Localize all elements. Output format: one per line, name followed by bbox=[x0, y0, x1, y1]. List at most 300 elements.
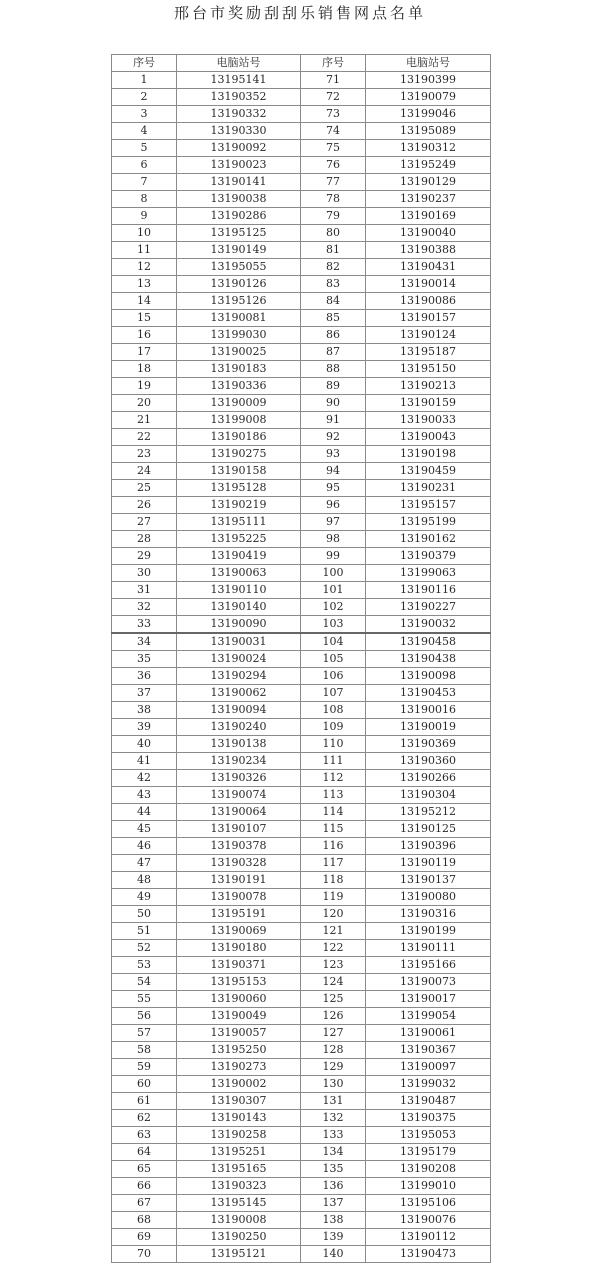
cell-station-right: 13190169 bbox=[366, 208, 491, 225]
cell-serial-left: 67 bbox=[112, 1195, 177, 1212]
cell-serial-right: 82 bbox=[301, 259, 366, 276]
cell-serial-left: 45 bbox=[112, 821, 177, 838]
cell-station-right: 13190369 bbox=[366, 736, 491, 753]
cell-serial-left: 51 bbox=[112, 923, 177, 940]
table-row bbox=[112, 514, 491, 531]
cell-station-left: 13190273 bbox=[177, 1059, 301, 1076]
cell-serial-right: 74 bbox=[301, 123, 366, 140]
cell-station-right: 13190367 bbox=[366, 1042, 491, 1059]
table-row bbox=[112, 1178, 491, 1195]
cell-station-right: 13190137 bbox=[366, 872, 491, 889]
cell-station-right: 13190061 bbox=[366, 1025, 491, 1042]
cell-serial-left: 59 bbox=[112, 1059, 177, 1076]
cell-serial-left: 22 bbox=[112, 429, 177, 446]
cell-station-right: 13190379 bbox=[366, 548, 491, 565]
cell-serial-right: 122 bbox=[301, 940, 366, 957]
cell-serial-right: 121 bbox=[301, 923, 366, 940]
cell-station-left: 13195250 bbox=[177, 1042, 301, 1059]
cell-serial-left: 16 bbox=[112, 327, 177, 344]
cell-serial-right: 113 bbox=[301, 787, 366, 804]
cell-station-right: 13190487 bbox=[366, 1093, 491, 1110]
cell-station-right: 13190043 bbox=[366, 429, 491, 446]
cell-serial-left: 40 bbox=[112, 736, 177, 753]
cell-station-right: 13190079 bbox=[366, 89, 491, 106]
cell-station-left: 13190090 bbox=[177, 616, 301, 634]
cell-serial-right: 107 bbox=[301, 685, 366, 702]
cell-station-right: 13195106 bbox=[366, 1195, 491, 1212]
cell-serial-left: 21 bbox=[112, 412, 177, 429]
cell-station-right: 13199063 bbox=[366, 565, 491, 582]
table-row bbox=[112, 633, 491, 651]
table-row bbox=[112, 736, 491, 753]
table-row bbox=[112, 395, 491, 412]
cell-station-right: 13190098 bbox=[366, 668, 491, 685]
cell-serial-left: 42 bbox=[112, 770, 177, 787]
cell-station-right: 13190033 bbox=[366, 412, 491, 429]
table-row bbox=[112, 446, 491, 463]
table-row bbox=[112, 123, 491, 140]
cell-station-right: 13190016 bbox=[366, 702, 491, 719]
cell-station-right: 13190157 bbox=[366, 310, 491, 327]
cell-serial-left: 56 bbox=[112, 1008, 177, 1025]
cell-serial-right: 83 bbox=[301, 276, 366, 293]
cell-serial-left: 35 bbox=[112, 651, 177, 668]
cell-station-right: 13190388 bbox=[366, 242, 491, 259]
cell-serial-left: 12 bbox=[112, 259, 177, 276]
cell-station-left: 13190275 bbox=[177, 446, 301, 463]
cell-station-left: 13190330 bbox=[177, 123, 301, 140]
cell-serial-left: 30 bbox=[112, 565, 177, 582]
cell-serial-right: 109 bbox=[301, 719, 366, 736]
cell-station-right: 13199032 bbox=[366, 1076, 491, 1093]
cell-station-left: 13190078 bbox=[177, 889, 301, 906]
cell-serial-left: 13 bbox=[112, 276, 177, 293]
cell-serial-right: 132 bbox=[301, 1110, 366, 1127]
cell-serial-left: 1 bbox=[112, 72, 177, 89]
cell-serial-right: 105 bbox=[301, 651, 366, 668]
table-row bbox=[112, 974, 491, 991]
cell-station-left: 13190094 bbox=[177, 702, 301, 719]
table-row bbox=[112, 1127, 491, 1144]
cell-serial-right: 112 bbox=[301, 770, 366, 787]
cell-station-right: 13190124 bbox=[366, 327, 491, 344]
table-row bbox=[112, 1110, 491, 1127]
cell-station-right: 13190396 bbox=[366, 838, 491, 855]
table-row bbox=[112, 225, 491, 242]
cell-serial-left: 14 bbox=[112, 293, 177, 310]
cell-serial-right: 101 bbox=[301, 582, 366, 599]
cell-serial-right: 71 bbox=[301, 72, 366, 89]
cell-serial-right: 127 bbox=[301, 1025, 366, 1042]
cell-station-right: 13190227 bbox=[366, 599, 491, 616]
cell-serial-right: 87 bbox=[301, 344, 366, 361]
cell-serial-right: 73 bbox=[301, 106, 366, 123]
table-row bbox=[112, 497, 491, 514]
cell-station-left: 13195165 bbox=[177, 1161, 301, 1178]
cell-serial-right: 80 bbox=[301, 225, 366, 242]
cell-station-right: 13190119 bbox=[366, 855, 491, 872]
cell-serial-right: 81 bbox=[301, 242, 366, 259]
cell-station-right: 13190125 bbox=[366, 821, 491, 838]
cell-station-right: 13190086 bbox=[366, 293, 491, 310]
table-row bbox=[112, 889, 491, 906]
cell-serial-left: 2 bbox=[112, 89, 177, 106]
cell-station-left: 13190074 bbox=[177, 787, 301, 804]
cell-serial-right: 108 bbox=[301, 702, 366, 719]
cell-station-right: 13195187 bbox=[366, 344, 491, 361]
cell-serial-left: 61 bbox=[112, 1093, 177, 1110]
cell-station-left: 13195121 bbox=[177, 1246, 301, 1263]
cell-serial-right: 139 bbox=[301, 1229, 366, 1246]
cell-station-right: 13190399 bbox=[366, 72, 491, 89]
cell-station-left: 13190023 bbox=[177, 157, 301, 174]
cell-serial-left: 69 bbox=[112, 1229, 177, 1246]
table-row bbox=[112, 106, 491, 123]
cell-station-left: 13195225 bbox=[177, 531, 301, 548]
cell-serial-left: 58 bbox=[112, 1042, 177, 1059]
table-row bbox=[112, 1008, 491, 1025]
cell-serial-right: 90 bbox=[301, 395, 366, 412]
table-row bbox=[112, 1229, 491, 1246]
cell-station-left: 13195111 bbox=[177, 514, 301, 531]
table-row bbox=[112, 1195, 491, 1212]
table-row bbox=[112, 855, 491, 872]
cell-station-right: 13190473 bbox=[366, 1246, 491, 1263]
cell-serial-right: 126 bbox=[301, 1008, 366, 1025]
cell-station-left: 13199008 bbox=[177, 412, 301, 429]
cell-station-left: 13190024 bbox=[177, 651, 301, 668]
cell-serial-right: 88 bbox=[301, 361, 366, 378]
cell-station-right: 13190159 bbox=[366, 395, 491, 412]
table-row bbox=[112, 72, 491, 89]
table-row bbox=[112, 89, 491, 106]
cell-station-right: 13190073 bbox=[366, 974, 491, 991]
cell-station-left: 13195153 bbox=[177, 974, 301, 991]
table-row bbox=[112, 1144, 491, 1161]
cell-station-left: 13190186 bbox=[177, 429, 301, 446]
table-row bbox=[112, 378, 491, 395]
cell-serial-left: 24 bbox=[112, 463, 177, 480]
cell-station-left: 13190092 bbox=[177, 140, 301, 157]
cell-serial-right: 116 bbox=[301, 838, 366, 855]
cell-station-right: 13190198 bbox=[366, 446, 491, 463]
cell-serial-right: 114 bbox=[301, 804, 366, 821]
cell-serial-right: 89 bbox=[301, 378, 366, 395]
table-row bbox=[112, 429, 491, 446]
cell-station-left: 13190049 bbox=[177, 1008, 301, 1025]
cell-station-left: 13195141 bbox=[177, 72, 301, 89]
cell-serial-right: 117 bbox=[301, 855, 366, 872]
cell-serial-right: 77 bbox=[301, 174, 366, 191]
table-row bbox=[112, 327, 491, 344]
cell-station-left: 13190352 bbox=[177, 89, 301, 106]
cell-station-right: 13190316 bbox=[366, 906, 491, 923]
table-row bbox=[112, 276, 491, 293]
cell-serial-right: 76 bbox=[301, 157, 366, 174]
cell-serial-right: 93 bbox=[301, 446, 366, 463]
cell-serial-left: 70 bbox=[112, 1246, 177, 1263]
cell-station-left: 13199030 bbox=[177, 327, 301, 344]
cell-station-right: 13190032 bbox=[366, 616, 491, 634]
table-row bbox=[112, 582, 491, 599]
cell-serial-left: 10 bbox=[112, 225, 177, 242]
cell-serial-left: 37 bbox=[112, 685, 177, 702]
cell-station-left: 13190008 bbox=[177, 1212, 301, 1229]
table-row bbox=[112, 157, 491, 174]
cell-serial-right: 99 bbox=[301, 548, 366, 565]
table-row bbox=[112, 651, 491, 668]
cell-serial-right: 124 bbox=[301, 974, 366, 991]
cell-serial-left: 33 bbox=[112, 616, 177, 634]
cell-station-left: 13190031 bbox=[177, 633, 301, 651]
cell-station-right: 13190080 bbox=[366, 889, 491, 906]
cell-station-left: 13190126 bbox=[177, 276, 301, 293]
cell-serial-right: 104 bbox=[301, 633, 366, 651]
table-row bbox=[112, 531, 491, 548]
table-row bbox=[112, 702, 491, 719]
cell-serial-right: 100 bbox=[301, 565, 366, 582]
cell-station-left: 13190378 bbox=[177, 838, 301, 855]
table-row bbox=[112, 753, 491, 770]
cell-serial-right: 138 bbox=[301, 1212, 366, 1229]
cell-station-right: 13190129 bbox=[366, 174, 491, 191]
cell-serial-left: 32 bbox=[112, 599, 177, 616]
cell-station-left: 13195126 bbox=[177, 293, 301, 310]
cell-station-right: 13190076 bbox=[366, 1212, 491, 1229]
table-header-row bbox=[112, 55, 491, 72]
cell-serial-right: 72 bbox=[301, 89, 366, 106]
cell-station-left: 13190258 bbox=[177, 1127, 301, 1144]
cell-serial-left: 5 bbox=[112, 140, 177, 157]
table-row bbox=[112, 208, 491, 225]
table-row bbox=[112, 1059, 491, 1076]
cell-station-right: 13195157 bbox=[366, 497, 491, 514]
cell-serial-left: 57 bbox=[112, 1025, 177, 1042]
cell-station-right: 13195150 bbox=[366, 361, 491, 378]
cell-serial-left: 6 bbox=[112, 157, 177, 174]
table-row bbox=[112, 480, 491, 497]
cell-station-left: 13190419 bbox=[177, 548, 301, 565]
cell-serial-right: 91 bbox=[301, 412, 366, 429]
cell-serial-left: 41 bbox=[112, 753, 177, 770]
cell-station-left: 13190138 bbox=[177, 736, 301, 753]
cell-serial-right: 95 bbox=[301, 480, 366, 497]
table-row bbox=[112, 1025, 491, 1042]
table-row bbox=[112, 191, 491, 208]
cell-station-right: 13190266 bbox=[366, 770, 491, 787]
cell-serial-right: 125 bbox=[301, 991, 366, 1008]
cell-serial-left: 17 bbox=[112, 344, 177, 361]
cell-serial-left: 65 bbox=[112, 1161, 177, 1178]
cell-station-left: 13190002 bbox=[177, 1076, 301, 1093]
cell-station-left: 13190371 bbox=[177, 957, 301, 974]
cell-serial-left: 11 bbox=[112, 242, 177, 259]
table-row bbox=[112, 259, 491, 276]
cell-station-left: 13190025 bbox=[177, 344, 301, 361]
cell-serial-left: 25 bbox=[112, 480, 177, 497]
cell-station-left: 13190336 bbox=[177, 378, 301, 395]
cell-serial-right: 134 bbox=[301, 1144, 366, 1161]
cell-station-right: 13190019 bbox=[366, 719, 491, 736]
cell-serial-left: 18 bbox=[112, 361, 177, 378]
cell-serial-right: 92 bbox=[301, 429, 366, 446]
cell-station-right: 13190375 bbox=[366, 1110, 491, 1127]
table-row bbox=[112, 412, 491, 429]
cell-serial-right: 84 bbox=[301, 293, 366, 310]
cell-serial-left: 54 bbox=[112, 974, 177, 991]
cell-station-left: 13190062 bbox=[177, 685, 301, 702]
cell-serial-left: 63 bbox=[112, 1127, 177, 1144]
cell-serial-left: 64 bbox=[112, 1144, 177, 1161]
cell-station-right: 13190304 bbox=[366, 787, 491, 804]
cell-station-left: 13190328 bbox=[177, 855, 301, 872]
cell-station-left: 13195055 bbox=[177, 259, 301, 276]
table-row bbox=[112, 344, 491, 361]
cell-station-left: 13190180 bbox=[177, 940, 301, 957]
table-row bbox=[112, 838, 491, 855]
table-row bbox=[112, 991, 491, 1008]
cell-station-left: 13190250 bbox=[177, 1229, 301, 1246]
cell-serial-left: 34 bbox=[112, 633, 177, 651]
cell-station-right: 13190431 bbox=[366, 259, 491, 276]
table-row bbox=[112, 565, 491, 582]
table-row bbox=[112, 463, 491, 480]
cell-station-right: 13195166 bbox=[366, 957, 491, 974]
cell-station-left: 13195145 bbox=[177, 1195, 301, 1212]
cell-station-left: 13190060 bbox=[177, 991, 301, 1008]
cell-serial-right: 131 bbox=[301, 1093, 366, 1110]
cell-station-left: 13190009 bbox=[177, 395, 301, 412]
cell-station-left: 13190183 bbox=[177, 361, 301, 378]
cell-station-left: 13190191 bbox=[177, 872, 301, 889]
cell-serial-right: 130 bbox=[301, 1076, 366, 1093]
cell-station-left: 13190140 bbox=[177, 599, 301, 616]
cell-station-left: 13190143 bbox=[177, 1110, 301, 1127]
cell-serial-right: 94 bbox=[301, 463, 366, 480]
cell-station-right: 13190208 bbox=[366, 1161, 491, 1178]
cell-station-right: 13199010 bbox=[366, 1178, 491, 1195]
cell-serial-left: 53 bbox=[112, 957, 177, 974]
cell-serial-left: 39 bbox=[112, 719, 177, 736]
cell-station-right: 13190458 bbox=[366, 633, 491, 651]
cell-serial-left: 15 bbox=[112, 310, 177, 327]
cell-station-left: 13190141 bbox=[177, 174, 301, 191]
cell-serial-left: 46 bbox=[112, 838, 177, 855]
cell-station-right: 13195199 bbox=[366, 514, 491, 531]
table-row bbox=[112, 787, 491, 804]
cell-serial-left: 19 bbox=[112, 378, 177, 395]
cell-station-right: 13195179 bbox=[366, 1144, 491, 1161]
table-row bbox=[112, 599, 491, 616]
table-row bbox=[112, 1042, 491, 1059]
cell-serial-right: 119 bbox=[301, 889, 366, 906]
cell-station-right: 13190162 bbox=[366, 531, 491, 548]
cell-station-left: 13190323 bbox=[177, 1178, 301, 1195]
cell-serial-left: 44 bbox=[112, 804, 177, 821]
table-row bbox=[112, 685, 491, 702]
cell-serial-left: 31 bbox=[112, 582, 177, 599]
table-row bbox=[112, 310, 491, 327]
table-row bbox=[112, 719, 491, 736]
cell-serial-left: 7 bbox=[112, 174, 177, 191]
cell-station-right: 13190097 bbox=[366, 1059, 491, 1076]
cell-station-right: 13195089 bbox=[366, 123, 491, 140]
cell-station-right: 13190199 bbox=[366, 923, 491, 940]
cell-station-right: 13190312 bbox=[366, 140, 491, 157]
cell-serial-left: 20 bbox=[112, 395, 177, 412]
cell-serial-left: 60 bbox=[112, 1076, 177, 1093]
cell-serial-right: 97 bbox=[301, 514, 366, 531]
cell-serial-left: 62 bbox=[112, 1110, 177, 1127]
cell-station-left: 13190107 bbox=[177, 821, 301, 838]
table-row bbox=[112, 293, 491, 310]
cell-station-right: 13195053 bbox=[366, 1127, 491, 1144]
table-row bbox=[112, 361, 491, 378]
table-row bbox=[112, 1212, 491, 1229]
cell-serial-left: 66 bbox=[112, 1178, 177, 1195]
cell-station-left: 13190110 bbox=[177, 582, 301, 599]
cell-station-left: 13195251 bbox=[177, 1144, 301, 1161]
cell-station-left: 13190064 bbox=[177, 804, 301, 821]
cell-serial-right: 102 bbox=[301, 599, 366, 616]
cell-station-right: 13190237 bbox=[366, 191, 491, 208]
cell-serial-left: 50 bbox=[112, 906, 177, 923]
cell-station-left: 13195128 bbox=[177, 480, 301, 497]
cell-serial-left: 47 bbox=[112, 855, 177, 872]
table-row bbox=[112, 821, 491, 838]
table-row bbox=[112, 242, 491, 259]
cell-serial-left: 26 bbox=[112, 497, 177, 514]
cell-station-left: 13190332 bbox=[177, 106, 301, 123]
cell-station-left: 13190326 bbox=[177, 770, 301, 787]
header-station-left: 电脑站号 bbox=[177, 55, 301, 72]
table-row bbox=[112, 616, 491, 634]
cell-serial-left: 9 bbox=[112, 208, 177, 225]
cell-station-left: 13190240 bbox=[177, 719, 301, 736]
cell-serial-right: 135 bbox=[301, 1161, 366, 1178]
cell-serial-right: 118 bbox=[301, 872, 366, 889]
table-row bbox=[112, 174, 491, 191]
cell-station-left: 13190038 bbox=[177, 191, 301, 208]
cell-serial-right: 123 bbox=[301, 957, 366, 974]
cell-serial-left: 43 bbox=[112, 787, 177, 804]
cell-serial-left: 28 bbox=[112, 531, 177, 548]
table-row bbox=[112, 770, 491, 787]
cell-station-right: 13190017 bbox=[366, 991, 491, 1008]
table-row bbox=[112, 1076, 491, 1093]
cell-serial-right: 79 bbox=[301, 208, 366, 225]
cell-serial-left: 4 bbox=[112, 123, 177, 140]
table-row bbox=[112, 923, 491, 940]
cell-serial-left: 29 bbox=[112, 548, 177, 565]
cell-serial-right: 110 bbox=[301, 736, 366, 753]
cell-serial-left: 52 bbox=[112, 940, 177, 957]
cell-serial-right: 106 bbox=[301, 668, 366, 685]
cell-station-right: 13190213 bbox=[366, 378, 491, 395]
cell-serial-right: 96 bbox=[301, 497, 366, 514]
cell-station-left: 13190081 bbox=[177, 310, 301, 327]
table-row bbox=[112, 804, 491, 821]
cell-station-right: 13195212 bbox=[366, 804, 491, 821]
table-row bbox=[112, 1093, 491, 1110]
cell-station-left: 13190158 bbox=[177, 463, 301, 480]
header-station-right: 电脑站号 bbox=[366, 55, 491, 72]
cell-station-right: 13190231 bbox=[366, 480, 491, 497]
cell-serial-right: 103 bbox=[301, 616, 366, 634]
cell-station-right: 13195249 bbox=[366, 157, 491, 174]
cell-station-right: 13199054 bbox=[366, 1008, 491, 1025]
cell-serial-left: 3 bbox=[112, 106, 177, 123]
